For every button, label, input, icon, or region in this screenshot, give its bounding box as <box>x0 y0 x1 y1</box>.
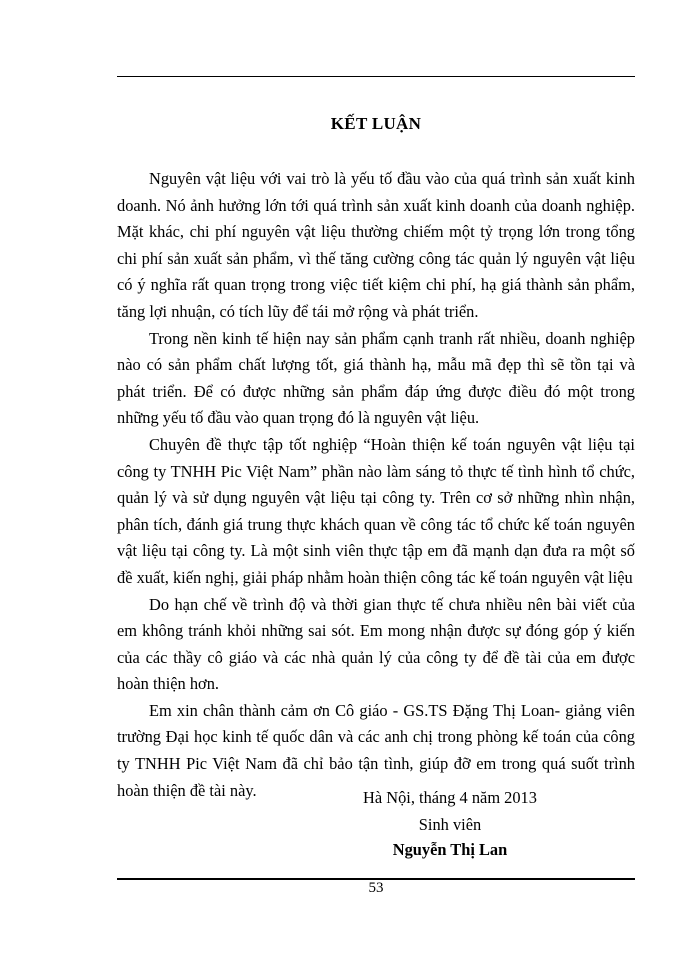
page-title: KẾT LUẬN <box>330 114 422 133</box>
paragraph-5: Em xin chân thành cảm ơn Cô giáo - GS.TS Đặng Thị Loan- giảng viên trường Đại học kinh tế quốc dân và các anh chị trong phòng kế toán của công ty TNHH Pic Việt Nam đã chỉ bảo tận tình, giúp đỡ em trong quá suốt trình hoàn thiện đề tài này. <box>117 700 635 800</box>
signature-place-date: Hà Nội, tháng 4 năm 2013 <box>363 788 537 807</box>
paragraph-3: Chuyên đề thực tập tốt nghiệp “Hoàn thiện kế toán nguyên vật liệu tại công ty TNHH Pic Việt Nam” phần nào làm sáng tỏ thực tế tình hình tổ chức, quản lý và sử dụng nguyên vật liệu tại công ty. Trên cơ sở những nhìn nhận, phân tích, đánh giá trung thực khách quan về công tác tổ chức kế toán nguyên vật liệu tại công ty. Là một sinh viên thực tập em đã mạnh dạn đưa ra một số đề xuất, kiến nghị, giải pháp nhằm hoàn thiện công tác kế toán nguyên vật liệu <box>117 434 635 587</box>
header-rule <box>117 76 635 77</box>
paragraph-2: Trong nền kinh tế hiện nay sản phẩm cạnh tranh rất nhiều, doanh nghiệp nào có sản phẩm chất lượng tốt, giá thành hạ, mẫu mã đẹp thì sẽ tồn tại và phát triển. Để có được những sản phẩm đáp ứng được điều đó một trong những yếu tố đầu vào quan trọng đó là nguyên vật liệu. <box>117 328 635 428</box>
paragraph-1: Nguyên vật liệu với vai trò là yếu tố đầu vào của quá trình sản xuất kinh doanh. Nó ảnh hưởng lớn tới quá trình sản xuất kinh doanh của doanh nghiệp. Mặt khác, chi phí nguyên vật liệu thường chiếm một tỷ trọng lớn trong tổng chi phí sản xuất sản phẩm, vì thế tăng cường công tác quản lý nguyên vật liệu có ý nghĩa rất quan trọng trong việc tiết kiệm chi phí, hạ giá thành sản phẩm, tăng lợi nhuận, có tích lũy để tái mở rộng và phát triển. <box>117 169 635 321</box>
paragraph-4: Do hạn chế về trình độ và thời gian thực tế chưa nhiều nên bài viết của em không tránh khỏi những sai sót. Em mong nhận được sự đóng góp ý kiến của các thầy cô giáo và các nhà quản lý của công ty để đề tài của em được hoàn thiện hơn. <box>117 594 635 694</box>
page-number: 53 <box>368 880 384 896</box>
body-text <box>117 166 635 804</box>
signature-role: Sinh viên <box>418 815 482 834</box>
signature-name: Nguyễn Thị Lan <box>392 840 508 859</box>
